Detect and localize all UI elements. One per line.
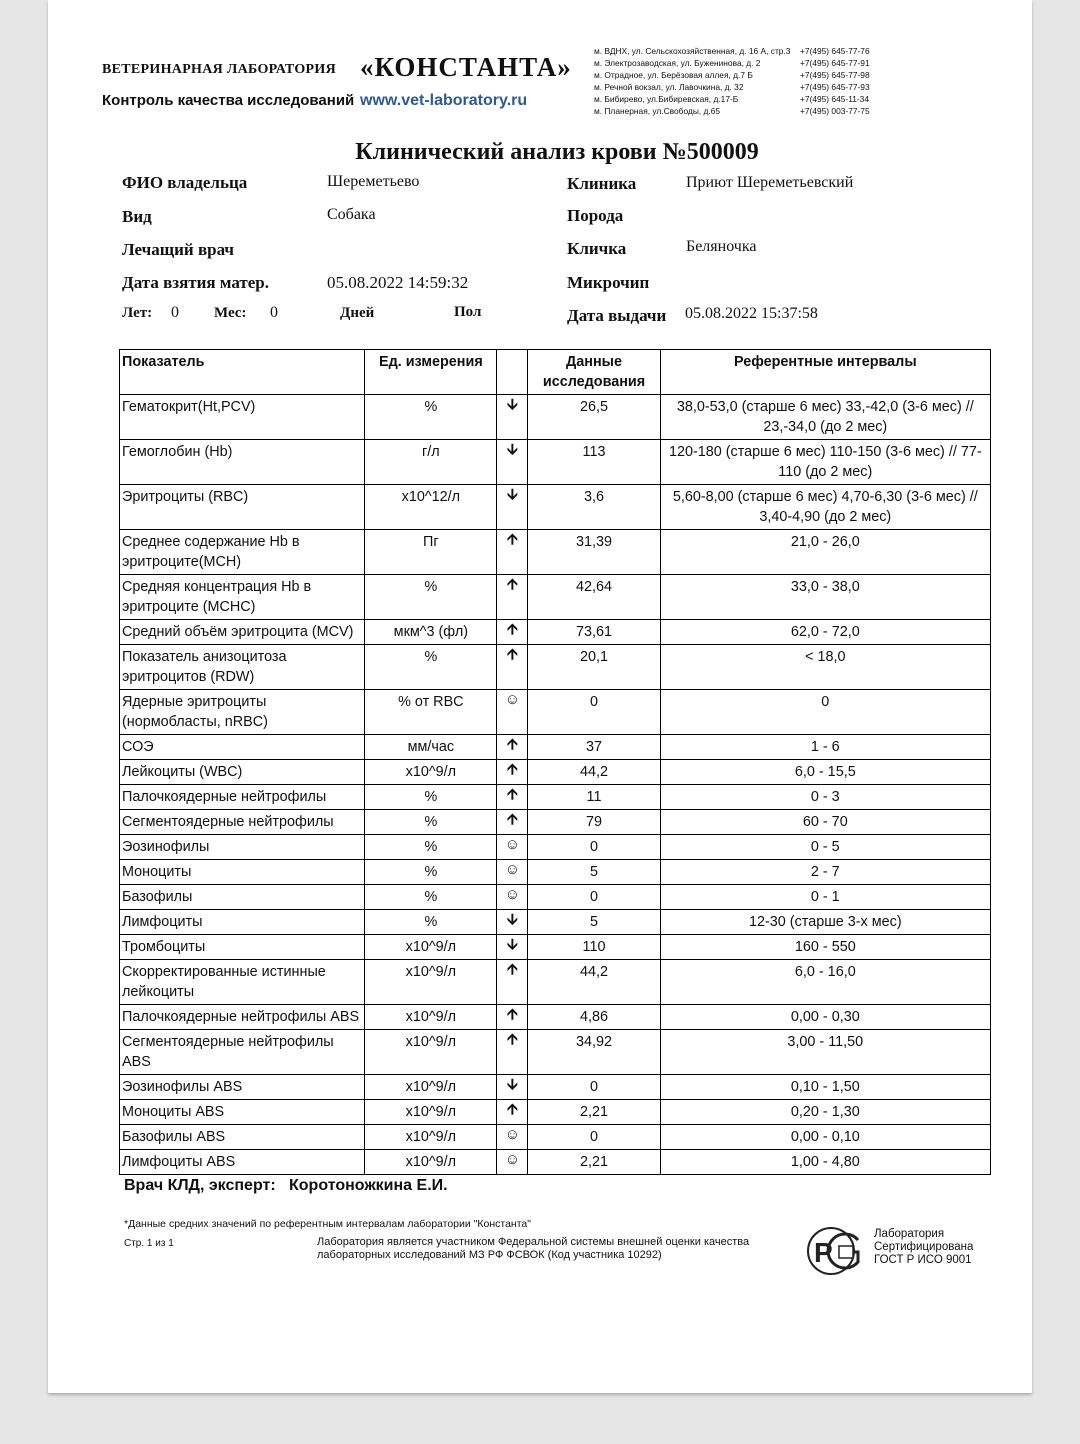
unit-cell: x10^9/л [365, 1030, 497, 1075]
table-row [120, 1075, 991, 1100]
reference-cell: 12-30 (старше 3-х мес) [660, 910, 990, 935]
expert-name: Коротоножкина Е.И. [289, 1177, 448, 1194]
page-number: Стр. 1 из 1 [124, 1238, 174, 1249]
certification-text: Лаборатория Сертифицирована ГОСТ Р ИСО 9001 [874, 1228, 974, 1266]
unit-cell: % [365, 885, 497, 910]
address-line: м. Планерная, ул.Свободы, д.65 +7(495) 003-77-75 [594, 106, 870, 116]
sample-date-label: Дата взятия матер. [122, 273, 269, 292]
value-cell: 11 [528, 785, 660, 810]
svg-text:P: P [814, 1237, 833, 1268]
parameter-cell: Эозинофилы ABS [120, 1075, 365, 1100]
reference-cell: 0 - 1 [660, 885, 990, 910]
smiley-icon: ☺ [504, 1126, 521, 1143]
expert-signature [124, 1177, 448, 1195]
microchip-label: Микрочип [567, 273, 650, 292]
table-row [120, 1150, 991, 1175]
flag-cell [497, 485, 528, 530]
arrow-down-icon: 🡫 [507, 486, 518, 503]
flag-cell [497, 395, 528, 440]
value-cell: 5 [528, 910, 660, 935]
reference-cell: 0 - 5 [660, 835, 990, 860]
value-cell: 73,61 [528, 620, 660, 645]
reference-cell: 1 - 6 [660, 735, 990, 760]
value-cell: 0 [528, 1125, 660, 1150]
value-cell: 0 [528, 885, 660, 910]
species-label: Вид [122, 207, 152, 226]
expert-label: Врач КЛД, эксперт: [124, 1177, 276, 1194]
parameter-cell: Лимфоциты [120, 910, 365, 935]
value-cell: 42,64 [528, 575, 660, 620]
clinic-label: Клиника [567, 174, 637, 193]
document-title: Клинический анализ крови №500009 [355, 139, 759, 165]
unit-cell: x10^9/л [365, 1005, 497, 1030]
value-cell: 44,2 [528, 760, 660, 785]
smiley-icon: ☺ [504, 691, 521, 708]
unit-cell: мкм^3 (фл) [365, 620, 497, 645]
parameter-cell: Средний объём эритроцита (MCV) [120, 620, 365, 645]
address-line: м. Речной вокзал, ул. Лавочкина, д. 32 +7(495) 645-77-93 [594, 82, 870, 92]
unit-cell: x10^9/л [365, 960, 497, 1005]
unit-cell: x10^9/л [365, 1075, 497, 1100]
sex-label: Пол [454, 304, 482, 320]
table-row [120, 760, 991, 785]
arrow-up-icon: 🡩 [507, 576, 518, 593]
unit-cell: x10^9/л [365, 1150, 497, 1175]
owner-value: Шереметьево [327, 173, 420, 190]
unit-cell: % [365, 645, 497, 690]
reference-cell: 120-180 (старше 6 мес) 110-150 (3-6 мес) // 77-110 (до 2 мес) [660, 440, 990, 485]
fsvok-membership: Лаборатория является участником Федеральной системы внешней оценки качества лабораторных исследований МЗ РФ ФСВОК (Код участника 10292) [317, 1236, 750, 1261]
table-row [120, 395, 991, 440]
table-row [120, 935, 991, 960]
flag-cell [497, 785, 528, 810]
issue-date-label: Дата выдачи [567, 306, 667, 325]
arrow-up-icon: 🡩 [507, 736, 518, 753]
table-row [120, 860, 991, 885]
doctor-label: Лечащий врач [122, 240, 234, 259]
value-cell: 31,39 [528, 530, 660, 575]
value-cell: 2,21 [528, 1150, 660, 1175]
col-header-reference: Референтные интервалы [660, 350, 990, 395]
sample-date-value: 05.08.2022 14:59:32 [327, 273, 469, 292]
reference-cell: 0 - 3 [660, 785, 990, 810]
reference-cell: 21,0 - 26,0 [660, 530, 990, 575]
table-row [120, 1125, 991, 1150]
value-cell: 26,5 [528, 395, 660, 440]
flag-cell [497, 860, 528, 885]
arrow-up-icon: 🡩 [507, 1101, 518, 1118]
value-cell: 0 [528, 1075, 660, 1100]
issue-date-value: 05.08.2022 15:37:58 [685, 305, 818, 322]
lab-addresses [594, 45, 870, 117]
arrow-down-icon: 🡫 [507, 911, 518, 928]
parameter-cell: Среднее содержание Hb в эритроците(MCH) [120, 530, 365, 575]
reference-note: *Данные средних значений по референтным интервалам лаборатории "Константа" [124, 1218, 531, 1230]
flag-cell [497, 440, 528, 485]
value-cell: 4,86 [528, 1005, 660, 1030]
value-cell: 79 [528, 810, 660, 835]
flag-cell [497, 1075, 528, 1100]
reference-cell: 5,60-8,00 (старше 6 мес) 4,70-6,30 (3-6 мес) // 3,40-4,90 (до 2 мес) [660, 485, 990, 530]
reference-cell: 0,20 - 1,30 [660, 1100, 990, 1125]
value-cell: 20,1 [528, 645, 660, 690]
flag-cell [497, 960, 528, 1005]
months-value: 0 [270, 304, 278, 321]
table-row [120, 960, 991, 1005]
arrow-up-icon: 🡩 [507, 786, 518, 803]
reference-cell: 160 - 550 [660, 935, 990, 960]
unit-cell: % [365, 810, 497, 835]
address-line: м. ВДНХ, ул. Сельскохозяйственная, д. 16 А, стр.3 +7(495) 645-77-76 [594, 46, 870, 56]
smiley-icon: ☺ [504, 886, 521, 903]
flag-cell [497, 810, 528, 835]
flag-cell [497, 575, 528, 620]
species-value: Собака [327, 206, 376, 223]
unit-cell: x10^9/л [365, 1125, 497, 1150]
flag-cell [497, 910, 528, 935]
arrow-up-icon: 🡩 [507, 1006, 518, 1023]
col-header-value: Данные исследования [528, 350, 660, 395]
parameter-cell: Лейкоциты (WBC) [120, 760, 365, 785]
table-row [120, 885, 991, 910]
reference-cell: 0 [660, 690, 990, 735]
parameter-cell: Показатель анизоцитоза эритроцитов (RDW) [120, 645, 365, 690]
parameter-cell: Эозинофилы [120, 835, 365, 860]
reference-cell: 3,00 - 11,50 [660, 1030, 990, 1075]
table-row [120, 575, 991, 620]
col-header-flag [497, 350, 528, 395]
smiley-icon: ☺ [504, 836, 521, 853]
table-row [120, 485, 991, 530]
reference-cell: 38,0-53,0 (старше 6 мес) 33,-42,0 (3-6 мес) // 23,-34,0 (до 2 мес) [660, 395, 990, 440]
reference-cell: 60 - 70 [660, 810, 990, 835]
parameter-cell: Лимфоциты ABS [120, 1150, 365, 1175]
flag-cell [497, 885, 528, 910]
arrow-up-icon: 🡩 [507, 621, 518, 638]
value-cell: 34,92 [528, 1030, 660, 1075]
table-row [120, 1005, 991, 1030]
reference-cell: 0,00 - 0,30 [660, 1005, 990, 1030]
reference-cell: 0,00 - 0,10 [660, 1125, 990, 1150]
address-line: м. Электрозаводская, ул. Буженинова, д. 2 +7(495) 645-77-91 [594, 58, 870, 68]
smiley-icon: ☺ [504, 861, 521, 878]
parameter-cell: Базофилы ABS [120, 1125, 365, 1150]
parameter-cell: Сегментоядерные нейтрофилы [120, 810, 365, 835]
years-label: Лет: [122, 305, 153, 321]
flag-cell [497, 935, 528, 960]
lab-brand: «КОНСТАНТА» [360, 52, 572, 82]
flag-cell [497, 1125, 528, 1150]
nickname-value: Беляночка [686, 238, 757, 255]
unit-cell: г/л [365, 440, 497, 485]
nickname-label: Кличка [567, 239, 627, 258]
reference-cell: 1,00 - 4,80 [660, 1150, 990, 1175]
unit-cell: мм/час [365, 735, 497, 760]
reference-cell: 6,0 - 16,0 [660, 960, 990, 1005]
arrow-up-icon: 🡩 [507, 811, 518, 828]
unit-cell: % [365, 860, 497, 885]
flag-cell [497, 835, 528, 860]
flag-cell [497, 735, 528, 760]
parameter-cell: Гемоглобин (Hb) [120, 440, 365, 485]
table-row [120, 835, 991, 860]
parameter-cell: Тромбоциты [120, 935, 365, 960]
unit-cell: x10^9/л [365, 935, 497, 960]
unit-cell: Пг [365, 530, 497, 575]
flag-cell [497, 1150, 528, 1175]
unit-cell: % [365, 575, 497, 620]
value-cell: 2,21 [528, 1100, 660, 1125]
parameter-cell: Палочкоядерные нейтрофилы ABS [120, 1005, 365, 1030]
clinic-value: Приют Шереметьевский [686, 174, 854, 191]
flag-cell [497, 690, 528, 735]
arrow-up-icon: 🡩 [507, 646, 518, 663]
arrow-up-icon: 🡩 [507, 1031, 518, 1048]
reference-cell: 2 - 7 [660, 860, 990, 885]
parameter-cell: СОЭ [120, 735, 365, 760]
parameter-cell: Средняя концентрация Hb в эритроците (MCHC) [120, 575, 365, 620]
unit-cell: % [365, 785, 497, 810]
months-label: Мес: [214, 305, 247, 321]
breed-label: Порода [567, 206, 624, 225]
arrow-up-icon: 🡩 [507, 531, 518, 548]
flag-cell [497, 645, 528, 690]
value-cell: 113 [528, 440, 660, 485]
table-row [120, 1100, 991, 1125]
parameter-cell: Сегментоядерные нейтрофилы ABS [120, 1030, 365, 1075]
flag-cell [497, 1030, 528, 1075]
reference-cell: 0,10 - 1,50 [660, 1075, 990, 1100]
table-row [120, 910, 991, 935]
reference-cell: 62,0 - 72,0 [660, 620, 990, 645]
flag-cell [497, 620, 528, 645]
table-row [120, 1030, 991, 1075]
value-cell: 44,2 [528, 960, 660, 1005]
table-row [120, 645, 991, 690]
flag-cell [497, 530, 528, 575]
arrow-up-icon: 🡩 [507, 761, 518, 778]
value-cell: 0 [528, 690, 660, 735]
col-header-parameter: Показатель [120, 350, 365, 395]
owner-label: ФИО владельца [122, 173, 248, 192]
lab-name: ВЕТЕРИНАРНАЯ ЛАБОРАТОРИЯ [102, 62, 336, 77]
value-cell: 37 [528, 735, 660, 760]
days-label: Дней [340, 305, 375, 321]
unit-cell: x10^9/л [365, 760, 497, 785]
parameter-cell: Моноциты ABS [120, 1100, 365, 1125]
arrow-down-icon: 🡫 [507, 396, 518, 413]
results-table [119, 349, 991, 1175]
lab-website[interactable]: www.vet-laboratory.ru [360, 92, 528, 109]
reference-cell: 6,0 - 15,5 [660, 760, 990, 785]
parameter-cell: Эритроциты (RBC) [120, 485, 365, 530]
unit-cell: % [365, 835, 497, 860]
table-row [120, 810, 991, 835]
table-row [120, 530, 991, 575]
flag-cell [497, 760, 528, 785]
parameter-cell: Базофилы [120, 885, 365, 910]
parameter-cell: Моноциты [120, 860, 365, 885]
unit-cell: x10^12/л [365, 485, 497, 530]
arrow-down-icon: 🡫 [507, 936, 518, 953]
arrow-down-icon: 🡫 [507, 1076, 518, 1093]
value-cell: 5 [528, 860, 660, 885]
parameter-cell: Скорректированные истинные лейкоциты [120, 960, 365, 1005]
reference-cell: 33,0 - 38,0 [660, 575, 990, 620]
flag-cell [497, 1100, 528, 1125]
address-line: м. Отрадное, ул. Берёзовая аллея, д.7 Б +7(495) 645-77-98 [594, 70, 870, 80]
unit-cell: % от RBC [365, 690, 497, 735]
results-body [120, 395, 991, 1175]
table-row [120, 440, 991, 485]
years-value: 0 [171, 304, 179, 321]
parameter-cell: Палочкоядерные нейтрофилы [120, 785, 365, 810]
reference-cell: < 18,0 [660, 645, 990, 690]
arrow-up-icon: 🡩 [507, 961, 518, 978]
unit-cell: x10^9/л [365, 1100, 497, 1125]
smiley-icon: ☺ [504, 1151, 521, 1168]
unit-cell: % [365, 395, 497, 440]
col-header-unit: Ед. измерения [365, 350, 497, 395]
table-header-row [120, 350, 991, 395]
value-cell: 3,6 [528, 485, 660, 530]
parameter-cell: Гематокрит(Ht,PCV) [120, 395, 365, 440]
table-row [120, 735, 991, 760]
certification-logo-icon [806, 1226, 866, 1276]
value-cell: 0 [528, 835, 660, 860]
parameter-cell: Ядерные эритроциты (нормобласты, nRBC) [120, 690, 365, 735]
lab-tagline: Контроль качества исследований [102, 92, 355, 109]
table-row [120, 785, 991, 810]
address-line: м. Бибирево, ул.Бибиревская, д.17-Б +7(495) 645-11-34 [594, 94, 869, 104]
table-row [120, 690, 991, 735]
arrow-down-icon: 🡫 [507, 441, 518, 458]
table-row [120, 620, 991, 645]
document-page [48, 0, 1032, 1393]
unit-cell: % [365, 910, 497, 935]
flag-cell [497, 1005, 528, 1030]
value-cell: 110 [528, 935, 660, 960]
